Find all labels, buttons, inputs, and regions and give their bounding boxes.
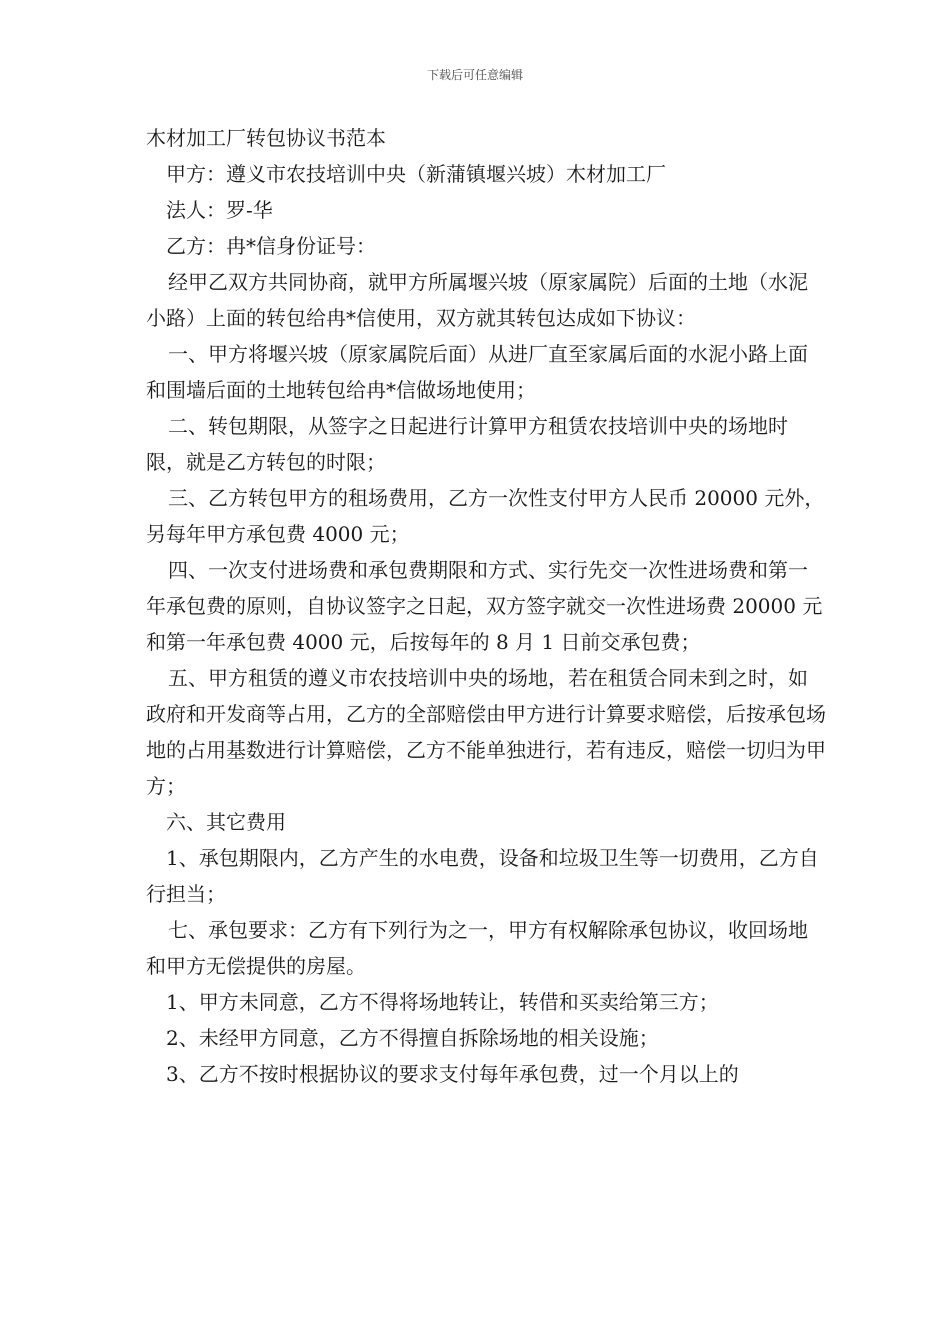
paragraph-clause-4: 四、一次支付进场费和承包费期限和方式、实行先交一次性进场费和第一年承包费的原则，自协议签字之日起，双方签字就交一次性进场费 20000 元和第一年承包费 4000 元，后按每年的 8 月 1 日前交承包费； bbox=[146, 558, 823, 654]
paragraph-clause-7-3: 3、乙方不按时根据协议的要求支付每年承包费，过一个月以上的 bbox=[166, 1062, 739, 1086]
paragraph-clause-7: 七、承包要求：乙方有下列行为之一，甲方有权解除承包协议，收回场地和甲方无偿提供的房屋。 bbox=[146, 918, 808, 978]
paragraph-clause-5: 五、甲方租赁的遵义市农技培训中央的场地，若在租赁合同未到之时，如政府和开发商等占用，乙方的全部赔偿由甲方进行计算要求赔偿，后按承包场地的占用基数进行计算赔偿，乙方不能单独进行，若有违反，赔偿一切归为甲方； bbox=[146, 666, 826, 798]
paragraph-preamble: 经甲乙双方共同协商，就甲方所属堰兴坡（原家属院）后面的土地（水泥小路）上面的转包给冉*信使用，双方就其转包达成如下协议： bbox=[146, 270, 808, 330]
paragraph-clause-2: 二、转包期限，从签字之日起进行计算甲方租赁农技培训中央的场地时限，就是乙方转包的时限； bbox=[146, 414, 788, 474]
paragraph-clause-7-1: 1、甲方未同意，乙方不得将场地转让，转借和买卖给第三方； bbox=[166, 990, 719, 1014]
paragraph-clause-3: 三、乙方转包甲方的租场费用，乙方一次性支付甲方人民币 20000 元外，另每年甲方承包费 4000 元； bbox=[146, 486, 825, 546]
paragraph-clause-6-1: 1、承包期限内，乙方产生的水电费，设备和垃圾卫生等一切费用，乙方自行担当； bbox=[146, 846, 819, 906]
document-title: 木材加工厂转包协议书范本 bbox=[146, 126, 386, 150]
header-note: 下载后可任意编辑 bbox=[426, 68, 523, 82]
paragraph-clause-6: 六、其它费用 bbox=[166, 810, 286, 834]
paragraph-party-a: 甲方：遵义市农技培训中央（新蒲镇堰兴坡）木材加工厂 bbox=[166, 162, 666, 186]
paragraph-clause-1: 一、甲方将堰兴坡（原家属院后面）从进厂直至家属后面的水泥小路上面和围墙后面的土地转包给冉*信做场地使用； bbox=[146, 342, 808, 402]
paragraph-party-b: 乙方：冉*信身份证号： bbox=[166, 234, 376, 258]
paragraph-clause-7-2: 2、未经甲方同意，乙方不得擅自拆除场地的相关设施； bbox=[166, 1026, 659, 1050]
document-body bbox=[146, 120, 826, 1092]
paragraph-legal-person: 法人：罗-华 bbox=[166, 198, 273, 222]
